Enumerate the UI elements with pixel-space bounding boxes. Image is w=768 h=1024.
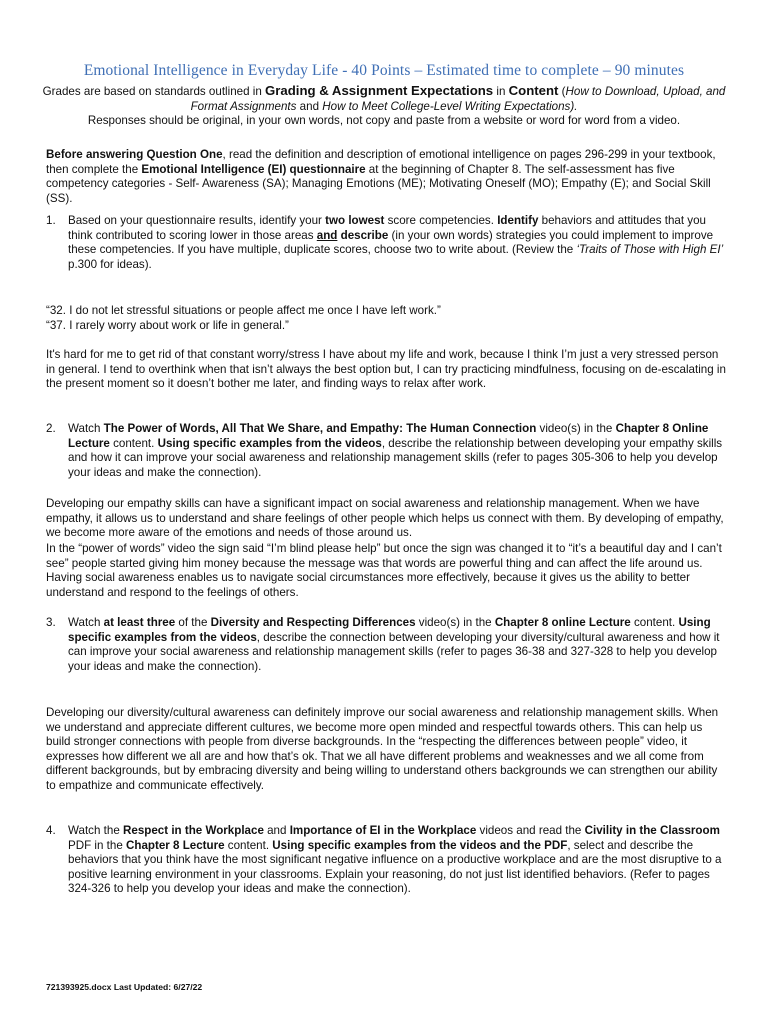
before-question-one: Before answering Question One, read the definition and description of emotional intelligence on pages 296-299 in your textbook, then complete the Emotional Intelligence (EI) questionnaire at the beginning of Chapter 8. The self-assessment has five competency categories - Self- Awareness (SA); Managing Emotions (ME); Motivating Oneself (MO); Empathy (E); and Social Skill (SS). [46, 148, 716, 205]
question-number: 1. [46, 214, 56, 227]
grading-expectations-ref: Grading & Assignment Expectations [265, 83, 494, 98]
question-2 [46, 422, 726, 480]
document-footer: 721393925.docx Last Updated: 6/27/22 [46, 982, 203, 992]
question-number: 2. [46, 422, 56, 435]
grading-intro [30, 84, 738, 129]
answer-1-quote-1: “32. I do not let stressful situations or people affect me once I have left work.” [46, 304, 441, 317]
grading-statement: Grades are based on standards outlined in Grading & Assignment Expectations in Content (How to Download, Upload, and Format Assignments and How to Meet College-Level Writing Expectations). [42, 83, 726, 113]
question-number: 3. [46, 616, 56, 629]
answer-1-paragraph: It's hard for me to get rid of that constant worry/stress I have about my life and work, because I think I’m just a very stressed person in general. I tend to overthink when that isn’t always the best option but, I can try practicing mindfulness, focusing on de-escalating in the present moment so it doesn’t bother me later, and finding ways to relax after work. [46, 348, 726, 391]
answer-2-paragraph-2: In the “power of words” video the sign said “I’m blind please help” but once the sign was changed it to “it’s a beautiful day and I can’t see” people started giving him money because the message was that words are powerful thing and can affect the life around us. Having social awareness enables us to navigate social circumstances more effectively, because it gives us the ability to better understand and respond to the feelings of others. [46, 542, 722, 599]
answer-3-paragraph: Developing our diversity/cultural awareness can definitely improve our social awareness and relationship management skills. When we understand and appreciate different cultures, we become more open minded and respectful towards others. This can help us build stronger connections with people from diverse backgrounds. In the “respecting the differences between people” video, it expresses how different we all are and how that’s ok. That we all have different problems and weaknesses and we all come from different backgrounds, but by embracing diversity and being willing to understand others backgrounds we can strengthen our ability to empathize and communicate effectively. [46, 706, 719, 792]
question-1 [46, 214, 726, 272]
question-text: Based on your questionnaire results, identify your two lowest score competencies. Identify behaviors and attitudes that you think contributed to scoring lower in those areas and describe (in your own words) strategies you could implement to improve these competencies. If you have multiple, duplicate scores, choose two to write about. (Review the ‘Traits of Those with High EI’ p.300 for ideas). [68, 214, 724, 271]
question-text: Watch at least three of the Diversity and Respecting Differences video(s) in the Chapter 8 online Lecture content. Using specific examples from the videos, describe the connection between developing your diversity/cultural awareness and how it can improve your social awareness and relationship management skills (refer to pages 36-38 and 327-328 to help you develop your ideas and make the connection). [68, 616, 720, 673]
question-number: 4. [46, 824, 56, 837]
answer-1-quote-2: “37. I rarely worry about work or life in general.” [46, 319, 289, 332]
question-4 [46, 824, 726, 897]
question-text: Watch The Power of Words, All That We Share, and Empathy: The Human Connection video(s) in the Chapter 8 Online Lecture content. Using specific examples from the videos, describe the relationship between developing your empathy skills and how it can improve your social awareness and relationship management skills (refer to pages 305-306 to help you develop your ideas and make the connection). [68, 422, 723, 479]
question-text: Watch the Respect in the Workplace and Importance of EI in the Workplace videos and read the Civility in the Classroom PDF in the Chapter 8 Lecture content. Using specific examples from the videos and the PDF, select and describe the behaviors that you think have the most significant negative influence on a productive workplace and are the most disruptive to a positive learning environment in your classrooms. Explain your reasoning, do not just list identified behaviors. (Refer to pages 324-326 to help you develop your ideas and make the connection). [68, 824, 722, 896]
answer-2-paragraph-1: Developing our empathy skills can have a significant impact on social awareness and relationship management. When we have empathy, it allows us to understand and share feelings of other people which helps us connect with them. By developing of empathy, we become more aware of the emotions and needs of those around us. [46, 497, 724, 540]
document-title: Emotional Intelligence in Everyday Life - 40 Points – Estimated time to complete – 90 minutes [83, 62, 685, 79]
content-ref: Content [508, 83, 559, 98]
question-3 [46, 616, 726, 674]
originality-note: Responses should be original, in your own words, not copy and paste from a website or word for word from a video. [87, 114, 681, 128]
